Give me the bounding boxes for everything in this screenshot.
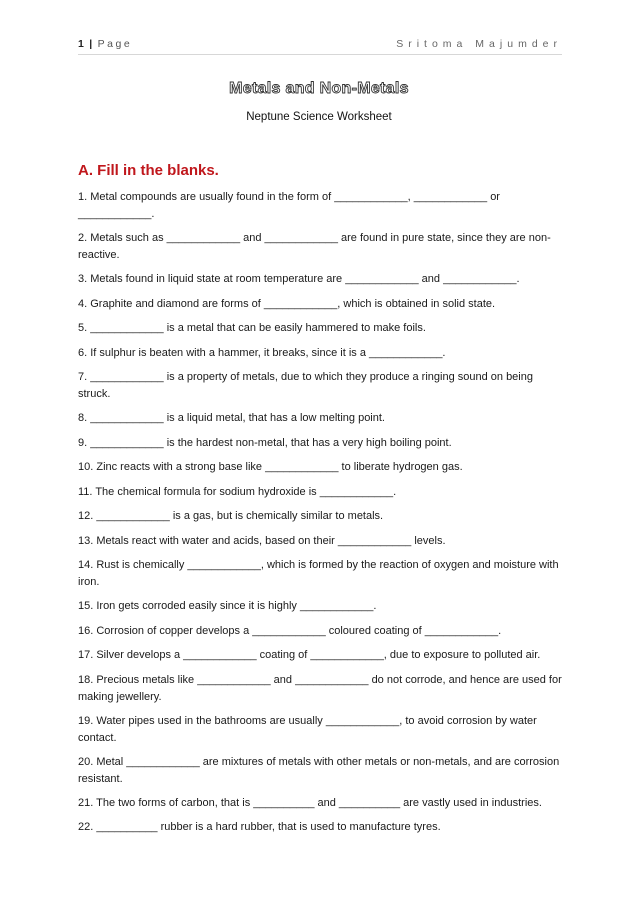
question-item: 10. Zinc reacts with a strong base like ____________ to liberate hydrogen gas.	[78, 461, 463, 473]
question-item: 13. Metals react with water and acids, based on their ____________ levels.	[78, 534, 446, 547]
question-item: 8. ____________ is a liquid metal, that has a low melting point.	[78, 412, 385, 424]
question-item: 5. ____________ is a metal that can be easily hammered to make foils.	[78, 322, 426, 334]
question-item: 12. ____________ is a gas, but is chemically similar to metals.	[78, 510, 384, 522]
question-item: 4. Graphite and diamond are forms of ____________, which is obtained in solid state.	[78, 297, 496, 310]
question-item: 7. ____________ is a property of metals, due to which they produce a ringing sound on being struck.	[78, 371, 533, 400]
question-item: 20. Metal ____________ are mixtures of metals with other metals or non-metals, and are corrosion resistant.	[78, 755, 560, 785]
question-list	[78, 189, 562, 844]
question-item: 2. Metals such as ____________ and ____________ are found in pure state, since they are non-reactive.	[78, 232, 551, 261]
page-word: Page	[97, 38, 133, 50]
question-item: 11. The chemical formula for sodium hydroxide is ____________.	[78, 485, 397, 498]
section-heading: A. Fill in the blanks.	[78, 162, 219, 179]
worksheet-title: Metals and Non-Metals	[229, 80, 409, 97]
question-item: 18. Precious metals like ____________ and ____________ do not corrode, and hence are used for making jewellery.	[78, 673, 562, 703]
question-item: 19. Water pipes used in the bathrooms are usually ____________, to avoid corrosion by water contact.	[78, 714, 537, 744]
author-name: Sritoma Majumder	[396, 38, 562, 50]
page-indicator	[78, 38, 132, 50]
page-separator: |	[89, 38, 93, 50]
question-item: 9. ____________ is the hardest non-metal, that has a very high boiling point.	[78, 436, 452, 449]
worksheet-subtitle: Neptune Science Worksheet	[246, 111, 392, 123]
question-item: 16. Corrosion of copper develops a ____________ coloured coating of ____________.	[78, 624, 502, 637]
question-item: 21. The two forms of carbon, that is __________ and __________ are vastly used in industries.	[78, 796, 542, 809]
header-divider	[78, 54, 562, 55]
page-number: 1	[78, 38, 84, 50]
question-item: 17. Silver develops a ____________ coating of ____________, due to exposure to polluted air.	[78, 649, 541, 661]
page-header	[78, 38, 562, 50]
question-item: 14. Rust is chemically ____________, which is formed by the reaction of oxygen and moisture with iron.	[78, 559, 559, 588]
question-item: 22. __________ rubber is a hard rubber, that is used to manufacture tyres.	[78, 821, 441, 833]
question-item: 3. Metals found in liquid state at room temperature are ____________ and ____________.	[78, 273, 520, 285]
question-item: 6. If sulphur is beaten with a hammer, it breaks, since it is a ____________.	[78, 346, 446, 359]
question-item: 15. Iron gets corroded easily since it is highly ____________.	[78, 600, 377, 612]
question-item: 1. Metal compounds are usually found in the form of ____________, ____________ or ____________.	[78, 191, 500, 220]
